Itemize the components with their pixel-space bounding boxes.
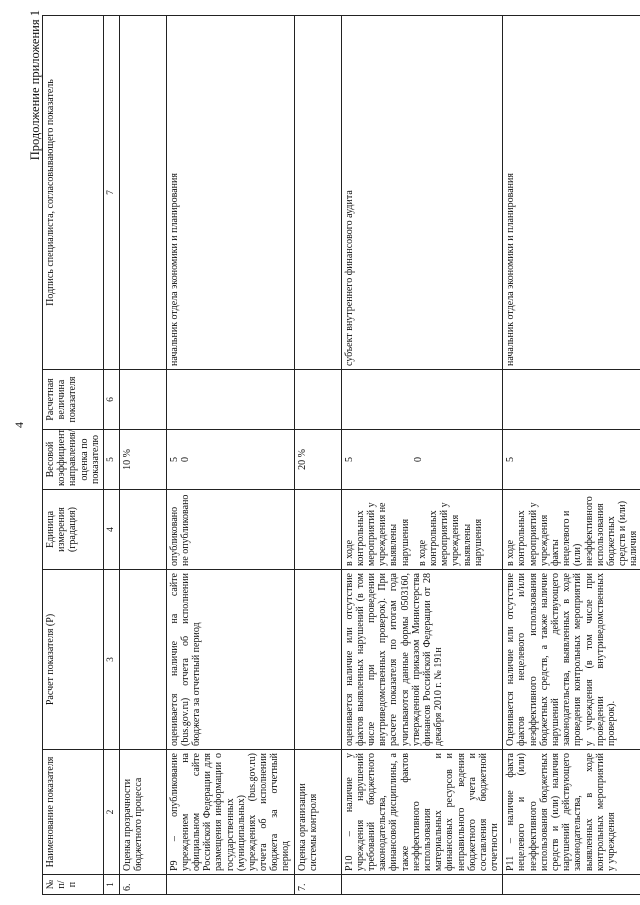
unit-grade: в ходе контрольных мероприятий у учреждения выявлены нарушения [416, 502, 484, 566]
header-cell-number: № п/п [43, 875, 104, 895]
unit-grade: в ходе контрольных мероприятий у учреждения факты нецелевого и (или) неэффективного использования бюджетных средств и (или) наличия [505, 496, 640, 566]
unit-grade: в ходе контрольных мероприятий у учреждения не выявлены нарушения [343, 502, 411, 566]
indicator-scores [166, 430, 294, 490]
indicator-scores [341, 430, 503, 490]
column-number: 5 [103, 430, 119, 490]
indicator-units [166, 490, 294, 570]
column-number: 1 [103, 875, 119, 895]
score-value: 5 [168, 457, 180, 462]
header-cell-calc: Расчет показателя (P) [43, 570, 104, 750]
indicator-name: P9 – опубликование учреждением на официальном сайте Российской Федерации для размещения информации о государственных (муниципальных) учреждениях (bus.gov.ru) отчета об исполнении бюджета за отчетный период [166, 750, 294, 875]
section-row [294, 16, 341, 895]
section-title: Оценка прозрачности бюджетного процесса [119, 750, 166, 875]
signer-cell: начальник отдела экономики и планирования [166, 16, 294, 370]
header-cell-name: Наименование показателя [43, 750, 104, 875]
header-cell-value: Расчетная величина показателя [43, 370, 104, 430]
calculated-value-cell [166, 370, 294, 430]
column-number: 7 [103, 16, 119, 370]
indicator-calculation: оценивается наличие или отсутствие фактов выявленных нарушений (в том числе при проведении внутриведомственных проверок). При расчете показателя по итогам года учитываются данные формы 0503160, утвержденной приказом Министерства финансов Российской Федерации от 28 декабря 2010 г. № 191н [341, 570, 503, 750]
column-number: 6 [103, 370, 119, 430]
section-weight: 10 % [119, 430, 166, 490]
header-cell-signer: Подпись специалиста, согласовывающего показатель [43, 16, 104, 370]
indicator-units [503, 490, 640, 570]
table-row [503, 16, 640, 895]
column-number: 2 [103, 750, 119, 875]
section-weight: 20 % [294, 430, 341, 490]
page-number: 4 [12, 422, 26, 428]
indicator-scores [503, 430, 640, 490]
score-value: 0 [412, 457, 424, 462]
indicator-table [42, 15, 640, 895]
appendix-caption: Продолжение приложения 1 [28, 10, 42, 161]
table-header-row [43, 16, 104, 895]
score-value: 0 [179, 457, 191, 462]
unit-grade: не опубликовано [179, 494, 191, 566]
table-row [166, 16, 294, 895]
header-cell-unit: Единица измерения (градация) [43, 490, 104, 570]
calculated-value-cell [503, 370, 640, 430]
indicator-calculation: оценивается наличие на сайте (bus.gov.ru) отчета об исполнении бюджета за отчетный период [166, 570, 294, 750]
section-row [119, 16, 166, 895]
section-number: 6. [119, 875, 166, 895]
indicator-units [341, 490, 503, 570]
column-number: 3 [103, 570, 119, 750]
column-number-row [103, 16, 119, 895]
score-value: 5 [505, 457, 517, 462]
indicator-calculation: Оценивается наличие или отсутствие фактов нецелевого и/или неэффективного использования бюджетных средств, а также наличие нарушений действующего законодательства, выявленных в ходе проведения контрольных мероприятий у учреждения (в том числе при проведении внутриведомственных проверок). [503, 570, 640, 750]
section-number: 7. [294, 875, 341, 895]
signer-cell: субъект внутреннего финансового аудита [341, 16, 503, 370]
signer-cell: начальник отдела экономики и планирования [503, 16, 640, 370]
unit-grade: опубликовано [168, 506, 180, 566]
column-number: 4 [103, 490, 119, 570]
indicator-name: P10 – наличие у учреждения нарушений требований бюджетного законодательства, финансовой дисциплины, а также фактов неэффективного использования материальных и финансовых ресурсов и неправильного ведения бюджетного учета и составления бюджетной отчетности [341, 750, 503, 875]
section-title: Оценка организации системы контроля [294, 750, 341, 875]
indicator-name: P11 – наличие факта нецелевого и (или) неэффективного использования бюджетных средств и (или) наличия нарушений действующего законодательства, выявленных в ходе контрольных мероприятий у учреждения [503, 750, 640, 875]
table-row [341, 16, 503, 895]
calculated-value-cell [341, 370, 503, 430]
header-cell-weight: Весовой коэффициент направления/оценка по показателю [43, 430, 104, 490]
score-value: 5 [343, 457, 355, 462]
